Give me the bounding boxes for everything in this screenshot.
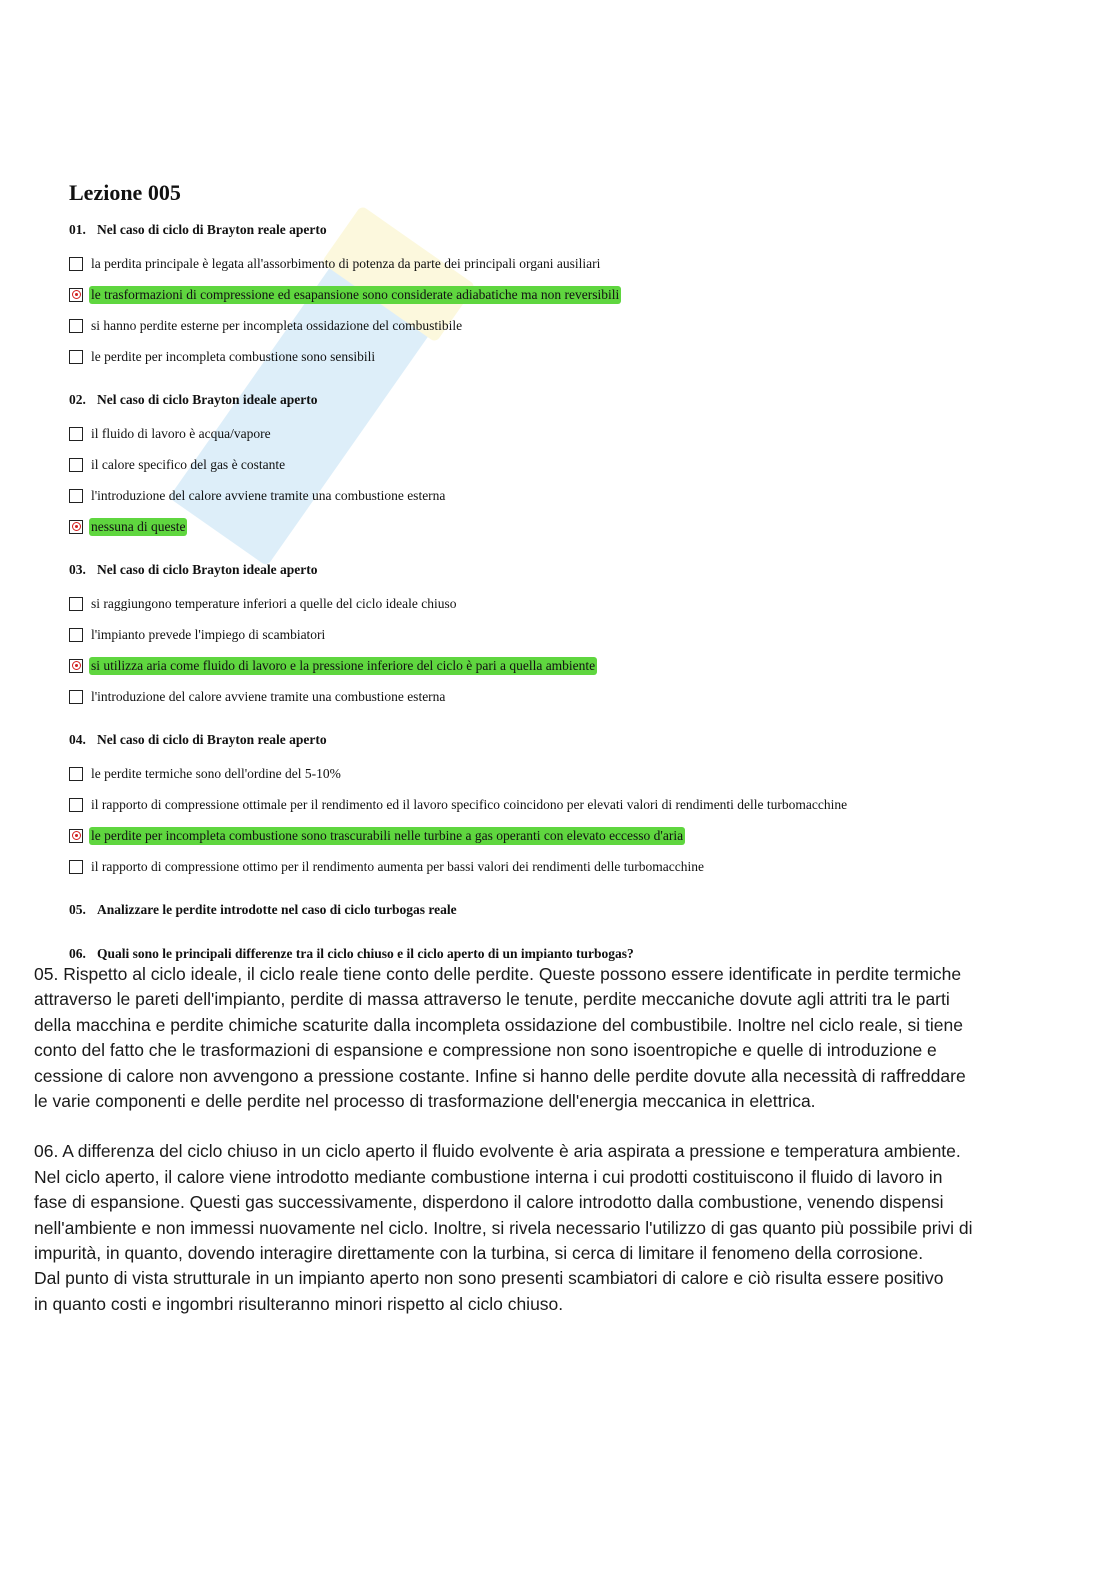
option-text: l'impianto prevede l'impiego di scambiatori <box>91 626 326 642</box>
checkbox[interactable] <box>69 319 83 333</box>
answer-05-line: le varie componenti e delle perdite nel processo di trasformazione dell'energia meccanica in elettrica. <box>34 1091 816 1112</box>
option-text: la perdita principale è legata all'assorbimento di potenza da parte dei principali organi ausiliari <box>91 255 601 271</box>
option-text: il calore specifico del gas è costante <box>91 456 286 472</box>
answer-05-line: cessione di calore non avvengono a pressione costante. Infine si hanno delle perdite dovute alla necessità di raffreddare <box>34 1065 966 1086</box>
question-text: Quali sono le principali differenze tra il ciclo chiuso e il ciclo aperto di un impianto turbogas? <box>97 946 634 961</box>
checkbox-selected[interactable] <box>69 829 83 843</box>
question-text: Nel caso di ciclo Brayton ideale aperto <box>97 562 318 577</box>
answer-option[interactable] <box>69 681 1049 712</box>
answer-06-line: nell'ambiente e non immessi nuovamente nel ciclo. Inoltre, si rivela necessario l'utilizzo di gas quanto più possibile privi di <box>34 1217 973 1238</box>
answer-option-selected[interactable] <box>69 820 1049 851</box>
question-text: Nel caso di ciclo di Brayton reale aperto <box>97 222 327 237</box>
answer-05-line: della macchina e perdite chimiche scaturite dalla incompleta ossidazione del combustibile. Inoltre nel ciclo reale, si tiene <box>34 1014 963 1035</box>
answer-option-selected[interactable] <box>69 650 1049 681</box>
checkbox[interactable] <box>69 690 83 704</box>
option-text: il rapporto di compressione ottimo per il rendimento aumenta per bassi valori dei rendimenti delle turbomacchine <box>91 858 704 874</box>
checkbox[interactable] <box>69 597 83 611</box>
answer-option[interactable] <box>69 449 1049 480</box>
answer-06-line: in quanto costi e ingombri risulteranno minori rispetto al ciclo chiuso. <box>34 1293 564 1314</box>
answer-06-line: Dal punto di vista strutturale in un impianto aperto non sono presenti scambiatori di calore e ciò risulta essere positivo <box>34 1268 944 1289</box>
quiz-content <box>69 180 1049 988</box>
answer-option[interactable] <box>69 851 1049 882</box>
question-number: 04. <box>69 732 86 747</box>
selected-radio-icon <box>72 661 81 670</box>
question-number: 02. <box>69 392 86 407</box>
option-text: le perdite termiche sono dell'ordine del 5-10% <box>91 765 341 781</box>
answer-05-line: 05. Rispetto al ciclo ideale, il ciclo reale tiene conto delle perdite. Queste possono essere identificate in perdite termiche <box>34 964 962 984</box>
answer-option-selected[interactable] <box>69 279 1049 310</box>
question-header <box>69 560 1049 580</box>
question-header <box>69 390 1049 410</box>
checkbox[interactable] <box>69 860 83 874</box>
checkbox[interactable] <box>69 628 83 642</box>
question-01 <box>69 220 1049 372</box>
answer-option[interactable] <box>69 418 1049 449</box>
checkbox-selected[interactable] <box>69 659 83 673</box>
question-number: 06. <box>69 946 86 961</box>
lesson-title: Lezione 005 <box>69 180 181 205</box>
answer-option[interactable] <box>69 341 1049 372</box>
answer-05-line: attraverso le pareti dell'impianto, perdite di massa attraverso le tenute, perdite meccaniche dovute agli attriti tra le parti <box>34 989 950 1010</box>
answer-05-line: conto del fatto che le trasformazioni di espansione e compressione non sono isoentropiche e quelle di introduzione e <box>34 1040 937 1061</box>
question-text: Nel caso di ciclo di Brayton reale aperto <box>97 732 327 747</box>
question-header <box>69 220 1049 240</box>
checkbox[interactable] <box>69 350 83 364</box>
checkbox-selected[interactable] <box>69 520 83 534</box>
option-text: il fluido di lavoro è acqua/vapore <box>91 425 271 441</box>
checkbox-selected[interactable] <box>69 288 83 302</box>
option-text: le perdite per incompleta combustione sono sensibili <box>91 348 376 364</box>
question-02 <box>69 390 1049 542</box>
question-text: Analizzare le perdite introdotte nel caso di ciclo turbogas reale <box>97 902 457 917</box>
checkbox[interactable] <box>69 798 83 812</box>
checkbox[interactable] <box>69 489 83 503</box>
answer-option-selected[interactable] <box>69 511 1049 542</box>
answer-06-line: impurità, in quanto, dovendo interagire direttamente con la turbina, si cerca di limitare il fenomeno della corrosione. <box>34 1243 924 1264</box>
question-number: 05. <box>69 902 86 917</box>
answer-option[interactable] <box>69 789 1049 820</box>
selected-radio-icon <box>72 831 81 840</box>
question-number: 01. <box>69 222 86 237</box>
answer-option[interactable] <box>69 758 1049 789</box>
option-text-correct: nessuna di queste <box>91 518 186 534</box>
option-text: l'introduzione del calore avviene tramite una combustione esterna <box>91 688 446 704</box>
question-text: Nel caso di ciclo Brayton ideale aperto <box>97 392 318 407</box>
open-question-06 <box>69 944 1049 964</box>
open-question-05 <box>69 900 1049 920</box>
answer-option[interactable] <box>69 619 1049 650</box>
checkbox[interactable] <box>69 458 83 472</box>
checkbox[interactable] <box>69 767 83 781</box>
question-04 <box>69 730 1049 882</box>
option-text: l'introduzione del calore avviene tramite una combustione esterna <box>91 487 446 503</box>
question-header <box>69 730 1049 750</box>
answer-06-line: 06. A differenza del ciclo chiuso in un ciclo aperto il fluido evolvente è aria aspirata a pressione e temperatura ambiente. <box>34 1141 961 1162</box>
answer-option[interactable] <box>69 588 1049 619</box>
selected-radio-icon <box>72 290 81 299</box>
checkbox[interactable] <box>69 257 83 271</box>
paragraph-gap <box>34 1114 1044 1139</box>
selected-radio-icon <box>72 522 81 531</box>
option-text: il rapporto di compressione ottimale per il rendimento ed il lavoro specifico coincidono per elevati valori di rendimenti delle turbomacchine <box>91 796 848 812</box>
option-text-correct: si utilizza aria come fluido di lavoro e la pressione inferiore del ciclo è pari a quella ambiente <box>91 657 596 673</box>
option-text: si hanno perdite esterne per incompleta ossidazione del combustibile <box>91 317 463 333</box>
question-03 <box>69 560 1049 712</box>
option-text-correct: le trasformazioni di compressione ed esapansione sono considerate adiabatiche ma non reversibili <box>91 286 620 302</box>
option-text: si raggiungono temperature inferiori a quelle del ciclo ideale chiuso <box>91 595 457 611</box>
answer-option[interactable] <box>69 310 1049 341</box>
written-answers <box>34 962 1044 1317</box>
answer-06-line: Nel ciclo aperto, il calore viene introdotto mediante combustione interna i cui prodotti costituiscono il fluido di lavoro in <box>34 1166 943 1187</box>
answer-option[interactable] <box>69 248 1049 279</box>
checkbox[interactable] <box>69 427 83 441</box>
option-text-correct: le perdite per incompleta combustione sono trascurabili nelle turbine a gas operanti con elevato eccesso d'aria <box>91 827 684 843</box>
question-number: 03. <box>69 562 86 577</box>
answer-option[interactable] <box>69 480 1049 511</box>
answer-06-line: fase di espansione. Questi gas successivamente, disperdono il calore introdotto dalla combustione, venendo dispensi <box>34 1192 944 1213</box>
